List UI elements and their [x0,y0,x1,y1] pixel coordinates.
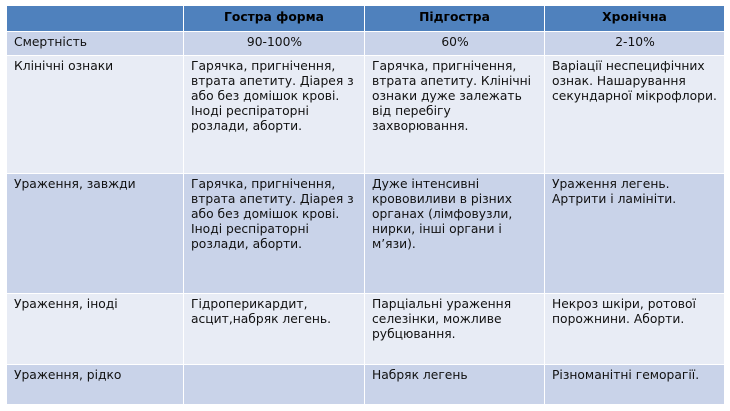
cell-mortality-acute: 90-100% [184,32,365,56]
cell-lesions-always-acute: Гарячка, пригнічення, втрата апетиту. Діарея з або без домішок крові. Іноді респіраторні розлади, аборти. [184,174,365,294]
table-row-mortality [7,32,725,56]
header-empty-cell [7,6,184,32]
header-acute-form: Гостра форма [184,6,365,32]
cell-mortality-chronic: 2-10% [545,32,725,56]
table-row-lesions-rarely [7,365,725,405]
cell-lesions-rarely-subacute: Набряк легень [365,365,545,405]
row-label-lesions-rarely: Ураження, рідко [7,365,184,405]
table-header-row [7,6,725,32]
disease-forms-table [6,5,725,405]
comparison-table-wrapper [6,5,724,405]
cell-lesions-always-subacute: Дуже інтенсивні крововиливи в різних органах (лімфовузли, нирки, інші органи і м’язи). [365,174,545,294]
cell-lesions-always-chronic: Ураження легень. Артрити і ламініти. [545,174,725,294]
cell-lesions-rarely-acute [184,365,365,405]
row-label-lesions-sometimes: Ураження, іноді [7,294,184,365]
header-subacute-form: Підгостра [365,6,545,32]
cell-clinical-signs-acute: Гарячка, пригнічення, втрата апетиту. Діарея з або без домішок крові. Іноді респіраторні розлади, аборти. [184,56,365,174]
cell-clinical-signs-chronic: Варіації неспецифічних ознак. Нашарування секундарної мікрофлори. [545,56,725,174]
cell-clinical-signs-subacute: Гарячка, пригнічення, втрата апетиту. Клінічні ознаки дуже залежать від перебігу захворювання. [365,56,545,174]
row-label-lesions-always: Ураження, завжди [7,174,184,294]
table-row-lesions-sometimes [7,294,725,365]
cell-mortality-subacute: 60% [365,32,545,56]
row-label-mortality: Смертність [7,32,184,56]
cell-lesions-sometimes-chronic: Некроз шкіри, ротової порожнини. Аборти. [545,294,725,365]
row-label-clinical-signs: Клінічні ознаки [7,56,184,174]
cell-lesions-rarely-chronic: Різноманітні геморагії. [545,365,725,405]
table-row-clinical-signs [7,56,725,174]
cell-lesions-sometimes-subacute: Парціальні ураження селезінки, можливе рубцювання. [365,294,545,365]
table-row-lesions-always [7,174,725,294]
header-chronic-form: Хронічна [545,6,725,32]
cell-lesions-sometimes-acute: Гідроперикардит, асцит,набряк легень. [184,294,365,365]
